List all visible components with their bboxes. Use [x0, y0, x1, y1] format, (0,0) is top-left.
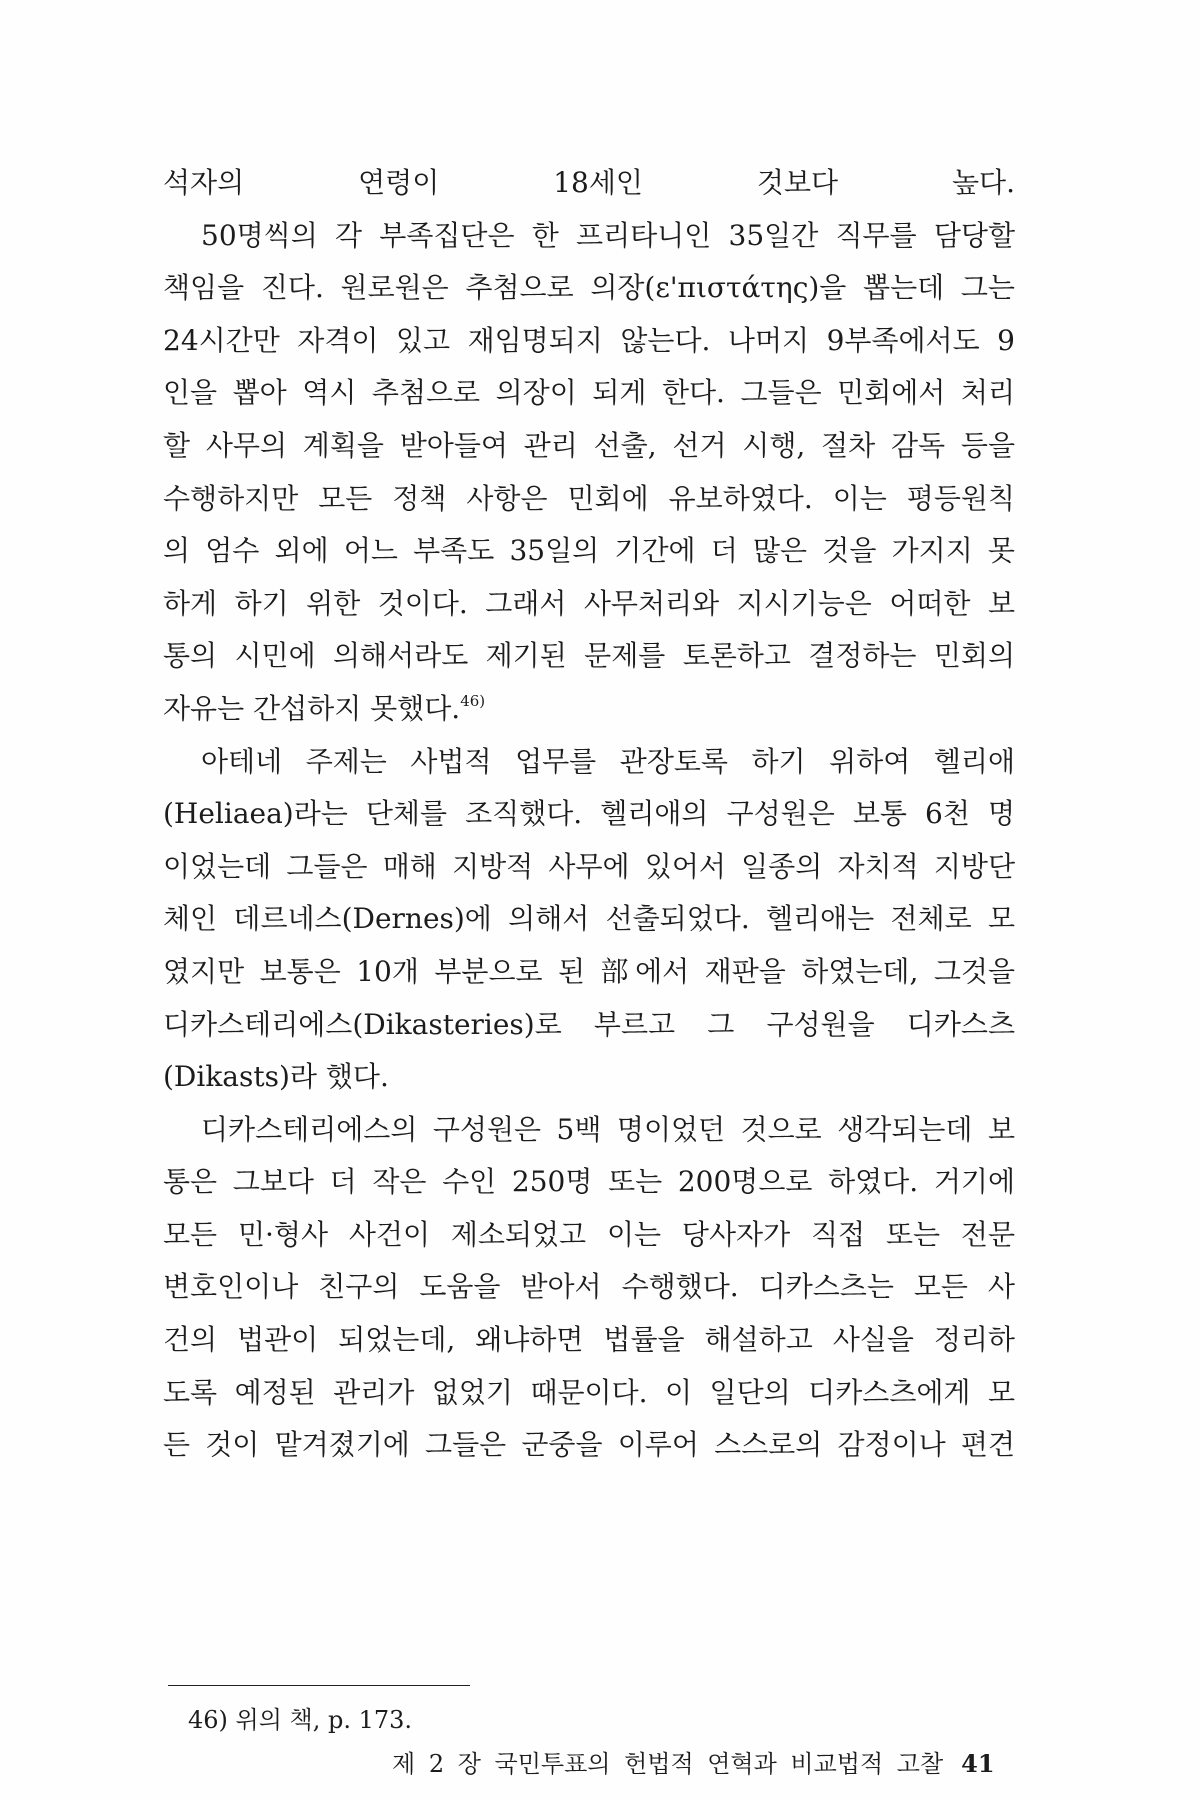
text-line: 디카스테리에스의 구성원은 5백 명이었던 것으로 생각되는데 보 [201, 1112, 1015, 1146]
text-line: 든 것이 맡겨졌기에 그들은 군중을 이루어 스스로의 감정이나 편견 [163, 1428, 1015, 1462]
text-line: 이었는데 그들은 매해 지방적 사무에 있어서 일종의 자치적 지방단 [163, 849, 1015, 883]
text-line: 아테네 주제는 사법적 업무를 관장토록 하기 위하여 헬리애 [201, 744, 1015, 778]
text-line: 의 엄수 외에 어느 부족도 35일의 기간에 더 많은 것을 가지지 못 [163, 534, 1015, 568]
text-line: 체인 데르네스(Dernes)에 의해서 선출되었다. 헬리애는 전체로 모 [163, 902, 1015, 936]
text-line: 변호인이나 친구의 도움을 받아서 수행했다. 디카스츠는 모든 사 [163, 1270, 1015, 1304]
text-line: 석자의 연령이 18세인 것보다 높다. [163, 166, 1015, 199]
chapter-title: 제 2 장 국민투표의 헌법적 연혁과 비교법적 고찰 [392, 1750, 944, 1778]
text-line: (Heliaea)라는 단체를 조직했다. 헬리애의 구성원은 보통 6천 명 [163, 797, 1015, 831]
text-line: 건의 법관이 되었는데, 왜냐하면 법률을 해설하고 사실을 정리하 [163, 1323, 1015, 1357]
text-line: 자유는 간섭하지 못했다.$^{46)}$ [163, 691, 486, 725]
text-line: 24시간만 자격이 있고 재임명되지 않는다. 나머지 9부족에서도 9 [163, 323, 1015, 357]
text-line: 50명씩의 각 부족집단은 한 프리타니인 35일간 직무를 담당할 [201, 218, 1015, 252]
text-line: 하게 하기 위한 것이다. 그래서 사무처리와 지시기능은 어떠한 보 [163, 586, 1015, 620]
text-line: 인을 뽑아 역시 추첨으로 의장이 되게 한다. 그들은 민회에서 처리 [163, 376, 1015, 410]
text-line: 통의 시민에 의해서라도 제기된 문제를 토론하고 결정하는 민회의 [163, 639, 1015, 673]
text-line: 책임을 진다. 원로원은 추첨으로 의장(ε'πιστάτης)을 뽑는데 그는 [163, 271, 1015, 305]
text-line: 였지만 보통은 10개 부분으로 된 部에서 재판을 하였는데, 그것을 [163, 954, 1015, 988]
text-line: 통은 그보다 더 작은 수인 250명 또는 200명으로 하였다. 거기에 [163, 1165, 1015, 1199]
footnote-divider [168, 1685, 470, 1686]
footnote: 46) 위의 책, p. 173. [188, 1706, 413, 1734]
footnote-reference[interactable]: 46) [460, 691, 486, 710]
text-line: 할 사무의 계획을 받아들여 관리 선출, 선거 시행, 절차 감독 등을 [163, 428, 1015, 462]
text-line: 수행하지만 모든 정책 사항은 민회에 유보하였다. 이는 평등원칙 [163, 481, 1015, 515]
page-number: 41 [961, 1749, 995, 1778]
body-text [163, 157, 1015, 1472]
text-line: (Dikasts)라 했다. [163, 1060, 389, 1094]
running-footer [392, 1744, 995, 1784]
text-line: 도록 예정된 관리가 없었기 때문이다. 이 일단의 디카스츠에게 모 [163, 1375, 1015, 1409]
text-line: 디카스테리에스(Dikasteries)로 부르고 그 구성원을 디카스츠 [163, 1007, 1015, 1041]
text-line: 모든 민·형사 사건이 제소되었고 이는 당사자가 직접 또는 전문 [163, 1217, 1015, 1251]
